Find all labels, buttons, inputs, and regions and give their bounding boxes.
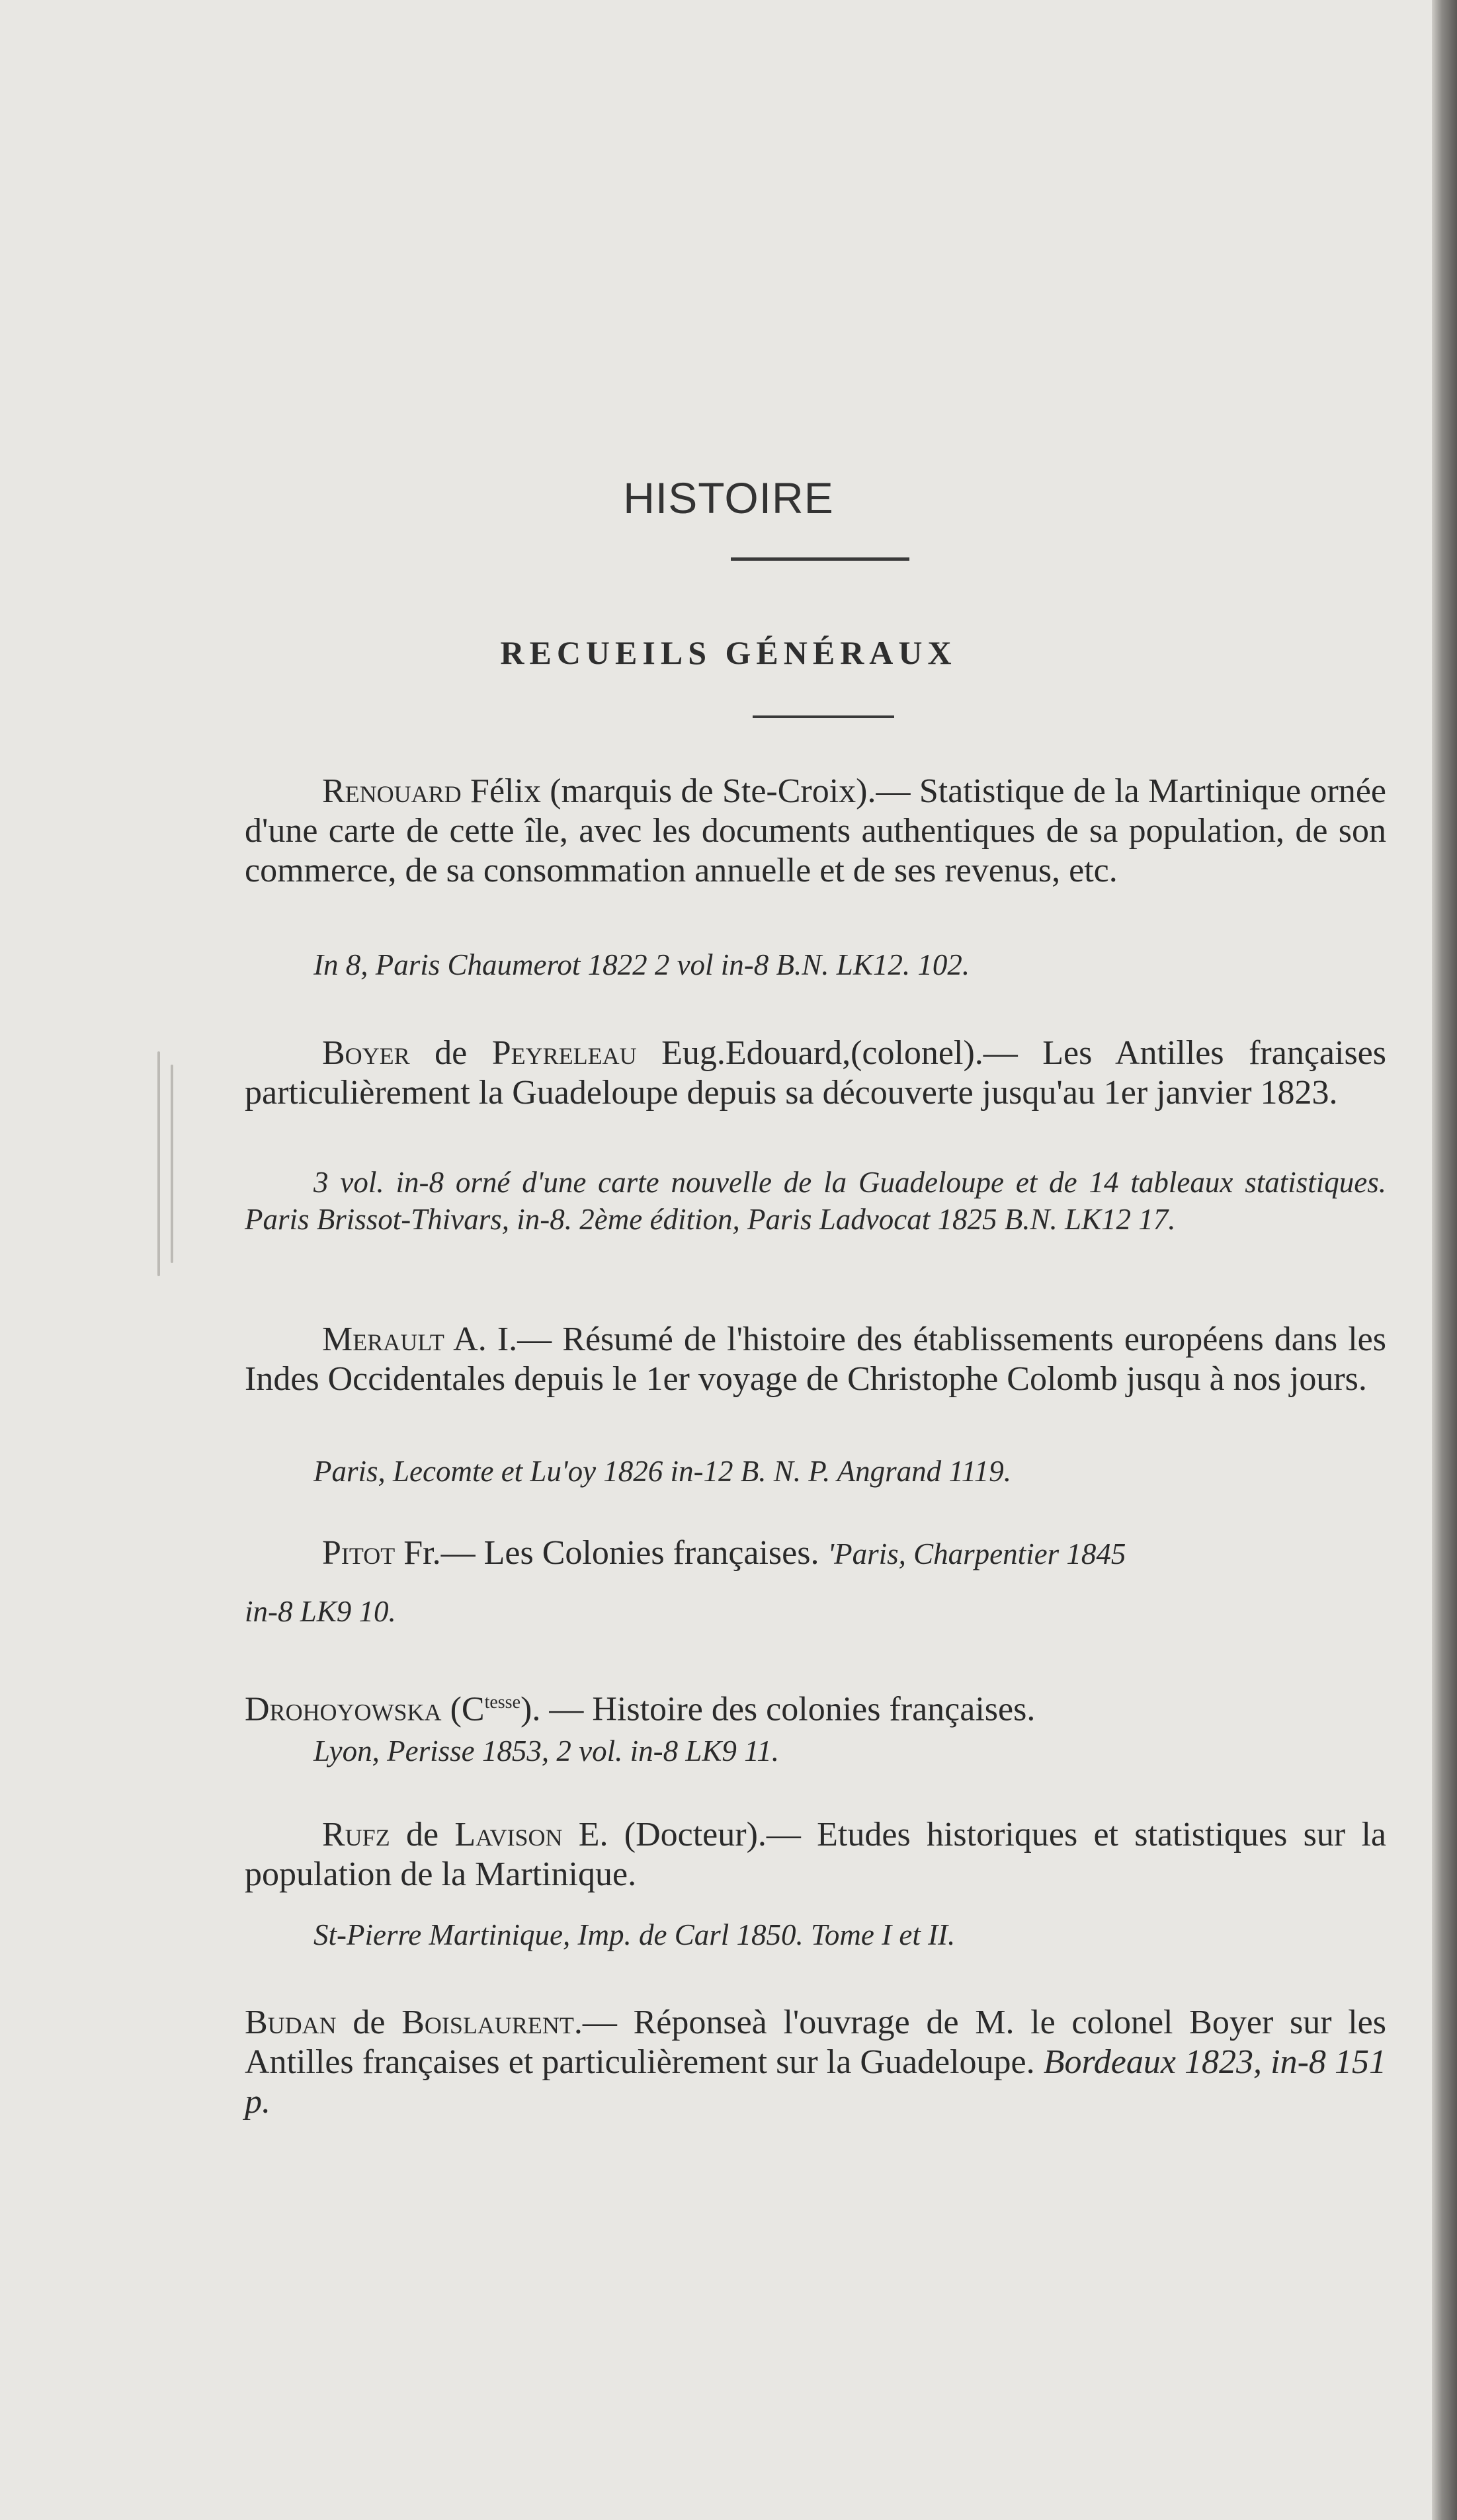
pencil-mark xyxy=(171,1065,173,1263)
author-name: Lavison xyxy=(454,1816,563,1853)
entry-renouard xyxy=(245,772,1386,891)
title-rule xyxy=(731,557,909,561)
author-name: Merault xyxy=(322,1321,444,1358)
entry-note: In 8, Paris Chaumerot 1822 2 vol in-8 B.N. LK12. 102. xyxy=(313,948,970,981)
author-name: Rufz xyxy=(322,1816,390,1853)
entry-note: 3 vol. in-8 orné d'une carte nouvelle de la Guadeloupe et de 14 tableaux statistiques. Paris Brissot-Thivars, in-8. 2ème édition, Paris Ladvocat 1825 B.N. LK12 17. xyxy=(245,1166,1386,1236)
entry-title: Statistique de la Martinique ornée d'une carte de cette île, avec les documents authentiques de sa population, de son commerce, de sa consommation annuelle et de ses revenus, etc. xyxy=(245,772,1386,889)
author-particle: de xyxy=(390,1816,455,1853)
title-superscript: tesse xyxy=(484,1692,520,1713)
author-name: Pitot xyxy=(322,1534,395,1572)
entry-budan xyxy=(245,2003,1386,2122)
entry-note: St-Pierre Martinique, Imp. de Carl 1850. Tome I et II. xyxy=(313,1918,956,1951)
author-name: Budan xyxy=(245,2004,337,2041)
entry-boyer xyxy=(245,1034,1386,1113)
entry-title: Histoire des colonies françaises. xyxy=(592,1690,1036,1728)
entry-note-inline: Bordeaux 1823, in-8 151 p. xyxy=(245,2043,1386,2121)
page-edge-shadow xyxy=(1432,0,1457,2520)
entry-title: Résumé de l'histoire des établissements européens dans les Indes Occidentales depuis le 1er voyage de Christophe Colomb jusqu à nos jours. xyxy=(245,1321,1387,1398)
entry-note: in-8 LK9 10. xyxy=(245,1595,396,1628)
section-title: HISTOIRE xyxy=(623,473,834,522)
entry-rufz xyxy=(245,1815,1386,1894)
pencil-mark xyxy=(157,1051,160,1276)
author-name: Boislaurent xyxy=(401,2004,574,2041)
author-name: Peyreleau xyxy=(491,1034,637,1072)
author-name: Drohoyowska xyxy=(245,1690,442,1728)
author-particle: de xyxy=(409,1034,492,1072)
author-details: E. (Docteur).— xyxy=(562,1816,817,1853)
author-details: Eug.Edouard,(colonel).— xyxy=(636,1034,1043,1072)
author-details: ). — xyxy=(520,1690,593,1728)
author-details: A. I.— xyxy=(444,1321,563,1358)
entry-note-inline: 'Paris, Charpentier 1845 xyxy=(827,1537,1126,1570)
entry-title: Les Antilles françaises particulièrement la Guadeloupe depuis sa découverte jusqu'au 1er janvier 1823. xyxy=(245,1034,1386,1112)
author-details: Félix (marquis de Ste-Croix).— xyxy=(461,772,919,810)
entry-pitot xyxy=(245,1533,1386,1574)
author-particle: de xyxy=(336,2004,402,2041)
subsection-title: RECUEILS GÉNÉRAUX xyxy=(500,634,957,671)
entry-merault xyxy=(245,1320,1386,1399)
entry-note: Paris, Lecomte et Lu'oy 1826 in-12 B. N. P. Angrand 1119. xyxy=(313,1455,1011,1488)
author-name: Renouard xyxy=(322,772,462,810)
entry-title: Réponseà l'ouvrage de M. le colonel Boyer sur les Antilles françaises et particulièrement sur la Guadeloupe. xyxy=(245,2004,1386,2081)
author-name: Boyer xyxy=(322,1034,410,1072)
entry-title: Les Colonies françaises. xyxy=(483,1534,828,1572)
entry-drohoyowska xyxy=(245,1683,1386,1729)
author-details: (C xyxy=(441,1690,485,1728)
author-details: .— xyxy=(573,2004,634,2041)
subsection-rule xyxy=(753,715,894,718)
entry-note: Lyon, Perisse 1853, 2 vol. in-8 LK9 11. xyxy=(313,1734,780,1768)
entry-title: Etudes historiques et statistiques sur la population de la Martinique. xyxy=(245,1816,1386,1893)
author-details: Fr.— xyxy=(395,1534,484,1572)
